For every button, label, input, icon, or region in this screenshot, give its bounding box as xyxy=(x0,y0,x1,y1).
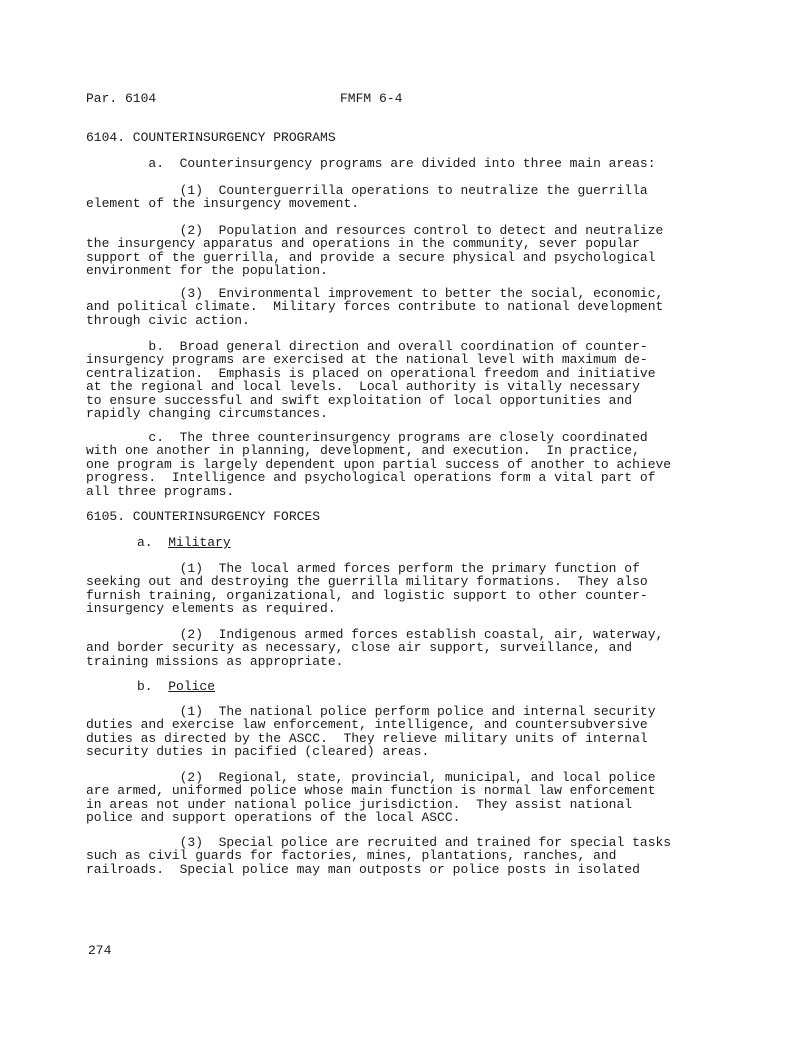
section-6104-b: b. Broad general direction and overall coordination of counter- insurgency programs are exercised at the national level with maximum de- centralization. Emphasis is placed on operational freedom and initiative at the regional and local levels. Local authority is vitally necessary to ensure successful and swift exploitation of local opportunities and rapidly changing circumstances. xyxy=(86,339,656,422)
section-6105-heading: 6105. COUNTERINSURGENCY FORCES xyxy=(86,509,321,524)
section-6105-b3: (3) Special police are recruited and trained for special tasks such as civil guards for factories, mines, plantations, ranches, and railroads. Special police may man outposts or police posts in isolated xyxy=(86,835,672,877)
section-6104-a-intro: a. Counterinsurgency programs are divided into three main areas: xyxy=(86,156,656,171)
section-6105-a2: (2) Indigenous armed forces establish coastal, air, waterway, and border security as necessary, close air support, surveillance, and training missions as appropriate. xyxy=(86,627,664,669)
section-6105-a-title: Military xyxy=(168,535,231,550)
page-number: 274 xyxy=(88,943,112,958)
section-6104-a1: (1) Counterguerrilla operations to neutralize the guerrilla element of the insurgency movement. xyxy=(86,183,648,212)
manual-identifier: FMFM 6-4 xyxy=(340,91,403,106)
section-6105-a1: (1) The local armed forces perform the primary function of seeking out and destroying the guerrilla military formations. They also furnish training, organizational, and logistic support to other counter- insurgency elements as required. xyxy=(86,561,648,617)
section-6105-b-title: Police xyxy=(168,679,216,694)
paragraph-reference: Par. 6104 xyxy=(86,91,157,106)
section-6104-a2: (2) Population and resources control to detect and neutralize the insurgency apparatus and operations in the community, sever popular support of the guerrilla, and provide a secure physical and psychological environment for the population. xyxy=(86,223,664,279)
section-6105-b2: (2) Regional, state, provincial, municipal, and local police are armed, uniformed police whose main function is normal law enforcement in areas not under national police jurisdiction. They assist national police and support operations of the local ASCC. xyxy=(86,770,656,826)
section-6104-a3: (3) Environmental improvement to better the social, economic, and political climate. Military forces contribute to national development through civic action. xyxy=(86,286,664,328)
section-6105-a-label: a. xyxy=(137,535,153,550)
section-6105-b-label: b. xyxy=(137,679,153,694)
section-6105-b1: (1) The national police perform police and internal security duties and exercise law enforcement, intelligence, and countersubversive duties as directed by the ASCC. They relieve military units of internal security duties in pacified (cleared) areas. xyxy=(86,704,656,760)
section-6105-b-heading xyxy=(137,680,215,693)
section-6104-c: c. The three counterinsurgency programs are closely coordinated with one another in planning, development, and execution. In practice, one program is largely dependent upon partial success of another to achieve progress. Intelligence and psychological operations form a vital part of all three programs. xyxy=(86,430,672,499)
section-6105-a-heading xyxy=(137,536,231,549)
section-6104-heading: 6104. COUNTERINSURGENCY PROGRAMS xyxy=(86,130,336,145)
